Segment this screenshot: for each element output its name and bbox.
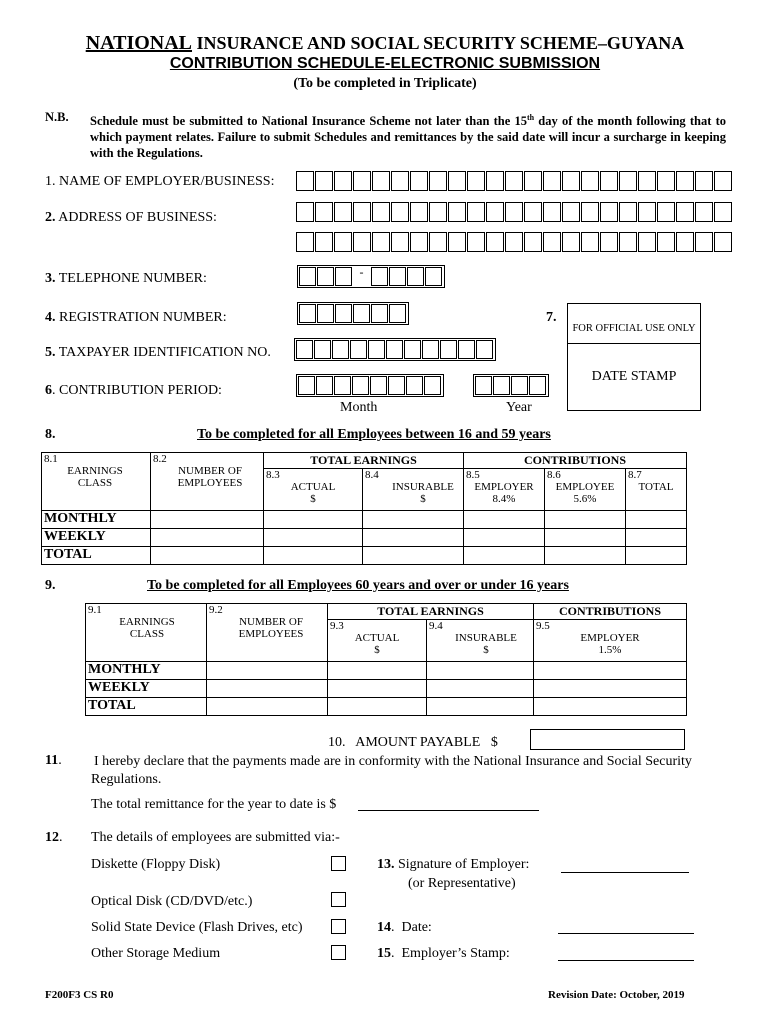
table-row (86, 698, 687, 716)
period-month-boxes[interactable] (296, 374, 444, 397)
employer-stamp-label: 15. Employer’s Stamp: (377, 946, 510, 961)
remittance-line[interactable] (358, 810, 539, 811)
contribution-period-label: 6. CONTRIBUTION PERIOD: (45, 383, 222, 398)
section8-number: 8. (45, 427, 56, 442)
telephone-boxes[interactable] (297, 265, 445, 288)
s8-row-label: TOTAL (42, 547, 151, 565)
period-year-boxes[interactable] (473, 374, 549, 397)
section11-number: 11. (45, 753, 62, 768)
section12-number: 12. (45, 830, 63, 845)
table-row (42, 547, 687, 565)
submission-text: The details of employees are submitted via:- (91, 830, 340, 845)
option-ssd-checkbox[interactable] (331, 919, 346, 934)
s8-total-header: 8.7 TOTAL (626, 469, 687, 511)
signature-sub-label: (or Representative) (408, 876, 516, 891)
s8-insurable-header: 8.4 INSURABLE $ (363, 469, 464, 511)
address-label: 2. ADDRESS OF BUSINESS: (45, 210, 217, 225)
official-use-number: 7. (546, 310, 557, 325)
s9-actual-header: 9.3 ACTUAL $ (328, 620, 427, 662)
s8-actual-header: 8.3 ACTUAL $ (264, 469, 363, 511)
registration-boxes[interactable] (297, 302, 409, 325)
table-row (86, 680, 687, 698)
option-diskette-label: Diskette (Floppy Disk) (91, 857, 221, 872)
table-row (86, 662, 687, 680)
telephone-dash: - (359, 265, 364, 279)
s8-total-earnings-header: TOTAL EARNINGS (264, 453, 464, 469)
nb-text: Schedule must be submitted to National Insurance Scheme not later than the 15th day of the month following that to which payment relates. Failure to submit Schedules and remittances by the said date will incur a surcharge in keeping with the Regulations. (90, 113, 726, 161)
section9-number: 9. (45, 578, 56, 593)
s8-employee-header: 8.6 EMPLOYEE 5.6% (545, 469, 626, 511)
s8-earnings-class-header: 8.1 EARNINGS CLASS (42, 453, 151, 511)
s9-number-employees-header: 9.2 NUMBER OF EMPLOYEES (207, 604, 328, 662)
table-row (42, 511, 687, 529)
signature-label: 13. Signature of Employer: (377, 857, 530, 872)
s9-row-label: WEEKLY (86, 680, 207, 698)
s8-row-label: MONTHLY (42, 511, 151, 529)
employer-name-boxes[interactable] (296, 171, 733, 191)
taxpayer-id-boxes[interactable] (294, 338, 496, 361)
registration-label: 4. REGISTRATION NUMBER: (45, 310, 227, 325)
triplicate-note: (To be completed in Triplicate) (293, 76, 477, 91)
date-line[interactable] (558, 933, 694, 934)
s9-row-label: MONTHLY (86, 662, 207, 680)
s9-insurable-header: 9.4 INSURABLE $ (427, 620, 534, 662)
s9-earnings-class-header: 9.1 EARNINGS CLASS (86, 604, 207, 662)
address-boxes-line1[interactable] (296, 202, 733, 222)
official-use-box (567, 303, 701, 411)
date-stamp-label: DATE STAMP (591, 369, 677, 384)
month-label: Month (340, 400, 378, 415)
year-label: Year (506, 400, 532, 415)
signature-line[interactable] (561, 872, 689, 873)
declaration-text: I hereby declare that the payments made are in conformity with the National Insurance and Social Security Regulations. (91, 754, 692, 787)
amount-payable-label: 10. AMOUNT PAYABLE $ (328, 735, 498, 750)
revision-date: Revision Date: October, 2019 (548, 989, 685, 1001)
date-label: 14. Date: (377, 920, 432, 935)
official-use-label: FOR OFFICIAL USE ONLY (568, 304, 700, 344)
option-optical-checkbox[interactable] (331, 892, 346, 907)
remittance-label: The total remittance for the year to date is $ (91, 797, 337, 812)
s8-row-label: WEEKLY (42, 529, 151, 547)
s9-total-earnings-header: TOTAL EARNINGS (328, 604, 534, 620)
s8-employer-header: 8.5 EMPLOYER 8.4% (464, 469, 545, 511)
s8-number-employees-header: 8.2 NUMBER OF EMPLOYEES (151, 453, 264, 511)
option-optical-label: Optical Disk (CD/DVD/etc.) (91, 894, 253, 909)
section9-heading: To be completed for all Employees 60 years and over or under 16 years (147, 578, 569, 593)
option-other-checkbox[interactable] (331, 945, 346, 960)
form-subtitle: CONTRIBUTION SCHEDULE-ELECTRONIC SUBMISSION (169, 55, 601, 72)
section9-table (85, 603, 687, 716)
section8-heading: To be completed for all Employees between 16 and 59 years (197, 427, 551, 442)
option-ssd-label: Solid State Device (Flash Drives, etc) (91, 920, 303, 935)
telephone-label: 3. TELEPHONE NUMBER: (45, 271, 207, 286)
form-title: NATIONAL INSURANCE AND SOCIAL SECURITY SCHEME–GUYANA (85, 32, 685, 54)
section8-table (41, 452, 687, 565)
address-boxes-line2[interactable] (296, 232, 733, 252)
employer-name-label: 1. NAME OF EMPLOYER/BUSINESS: (45, 174, 275, 189)
form-code: F200F3 CS R0 (45, 989, 114, 1001)
s9-contributions-header: CONTRIBUTIONS (534, 604, 687, 620)
option-other-label: Other Storage Medium (91, 946, 221, 961)
s8-contributions-header: CONTRIBUTIONS (464, 453, 687, 469)
s9-employer-header: 9.5 EMPLOYER 1.5% (534, 620, 687, 662)
s9-row-label: TOTAL (86, 698, 207, 716)
amount-payable-input[interactable] (530, 729, 685, 750)
taxpayer-id-label: 5. TAXPAYER IDENTIFICATION NO. (45, 345, 271, 360)
nb-label: N.B. (45, 110, 69, 124)
employer-stamp-line[interactable] (558, 960, 694, 961)
table-row (42, 529, 687, 547)
option-diskette-checkbox[interactable] (331, 856, 346, 871)
